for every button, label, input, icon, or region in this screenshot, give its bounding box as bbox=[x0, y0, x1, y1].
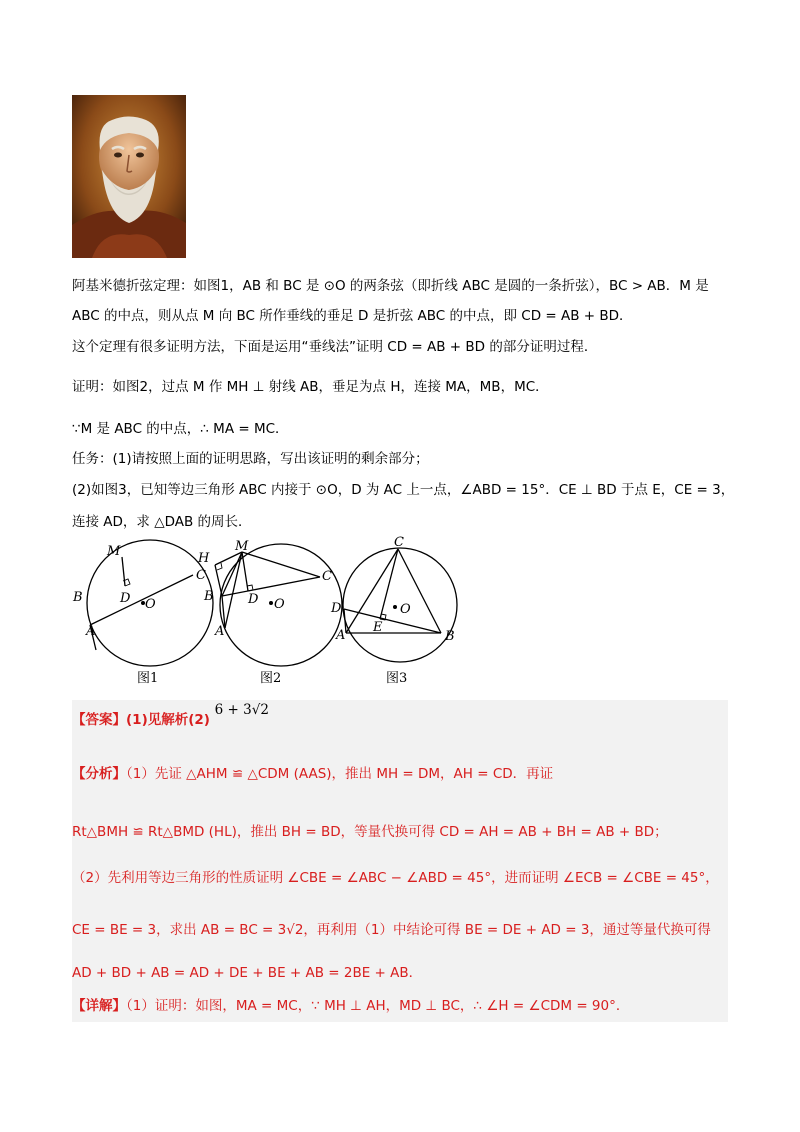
answer-line bbox=[72, 702, 269, 730]
fig2-label-o: O bbox=[274, 597, 285, 612]
fig3-label-o: O bbox=[400, 602, 411, 617]
fig3-label-a: A bbox=[336, 628, 346, 643]
fig2-md bbox=[242, 552, 248, 591]
detail-line-1 bbox=[72, 996, 629, 1016]
fig2-label-m: M bbox=[235, 539, 249, 554]
fig2-mb bbox=[222, 552, 242, 596]
fig1-label-c: C bbox=[196, 568, 206, 583]
theorem-line-1: 阿基米德折弦定理：如图1，AB 和 BC 是 ⊙O 的两条弦（即折线 ABC 是圆的一条折弦），BC > AB．M 是 bbox=[72, 278, 709, 294]
analysis-tag: 【分析】 bbox=[72, 766, 126, 782]
analysis-line-2: Rt△BMH ≌ Rt△BMD (HL)，推出 BH = BD，等量代换可得 CD = AH = AB + BH = AB + BD； bbox=[72, 824, 668, 840]
fig1-perpendicular-md bbox=[122, 557, 125, 586]
fig3-caption: 图3 bbox=[386, 671, 408, 686]
task-line-1: 任务：(1)请按照上面的证明思路，写出该证明的剩余部分； bbox=[72, 451, 429, 467]
analysis-line-1 bbox=[72, 764, 553, 784]
fig2-ma bbox=[225, 552, 242, 628]
fig2-label-b: B bbox=[204, 589, 214, 604]
fig1-label-b: B bbox=[73, 590, 83, 605]
analysis-line-5: AD + BD + AB = AD + DE + BE + AB = 2BE + AB． bbox=[72, 965, 423, 981]
theorem-line-2: ABC 的中点，则从点 M 向 BC 所作垂线的垂足 D 是折弦 ABC 的中点，即 CD = AB + BD． bbox=[72, 308, 633, 324]
analysis-line-3: （2）先利用等边三角形的性质证明 ∠CBE = ∠ABC − ∠ABD = 45°，进而证明 ∠ECB = ∠CBE = 45°， bbox=[72, 870, 719, 886]
theorem-line-3: 这个定理有很多证明方法，下面是运用“垂线法”证明 CD = AB + BD 的部分证明过程． bbox=[72, 339, 598, 355]
fig3-label-d: D bbox=[331, 601, 342, 616]
answer-text: (1)见解析(2) bbox=[126, 712, 210, 728]
geometry-figures bbox=[60, 535, 480, 695]
task-line-2: (2)如图3，已知等边三角形 ABC 内接于 ⊙O，D 为 AC 上一点，∠ABD = 15°．CE ⊥ BD 于点 E，CE = 3， bbox=[72, 482, 735, 498]
task-line-3: 连接 AD，求 △DAB 的周长． bbox=[72, 514, 252, 530]
proof-line-2: ∵M 是 ABC 的中点，∴ MA = MC． bbox=[72, 421, 289, 437]
fig1-label-a: A bbox=[86, 624, 96, 639]
fig3-bd bbox=[344, 609, 441, 633]
fig1-label-m: M bbox=[107, 544, 121, 559]
fig2-label-a: A bbox=[215, 624, 225, 639]
fig3-label-b: B bbox=[445, 629, 455, 644]
archimedes-portrait bbox=[72, 95, 186, 258]
fig2-label-d: D bbox=[248, 592, 259, 607]
fig1-caption: 图1 bbox=[137, 671, 159, 686]
fig3-label-e: E bbox=[373, 620, 383, 635]
analysis-text-1: （1）先证 △AHM ≌ △CDM (AAS)，推出 MH = DM，AH = CD．再证 bbox=[126, 766, 554, 782]
answer-tag: 【答案】 bbox=[72, 712, 126, 728]
fig2-label-c: C bbox=[322, 569, 332, 584]
analysis-line-4: CE = BE = 3，求出 AB = BC = 3√2，再利用（1）中结论可得 BE = DE + AD = 3，通过等量代换可得 bbox=[72, 922, 711, 938]
fig3-side-cb bbox=[398, 549, 441, 633]
detail-tag: 【详解】 bbox=[72, 998, 126, 1014]
fig2-caption: 图2 bbox=[260, 671, 282, 686]
fig1-label-d: D bbox=[120, 591, 131, 606]
fig1-label-o: O bbox=[145, 597, 156, 612]
fig2-label-h: H bbox=[198, 551, 210, 566]
fig2-mc bbox=[242, 552, 320, 577]
fig1-chord-bc bbox=[90, 575, 193, 625]
fig2-chord-bc bbox=[222, 577, 320, 596]
answer-value: 6 + 3√2 bbox=[214, 702, 269, 718]
proof-line-1: 证明：如图2，过点 M 作 MH ⊥ 射线 AB，垂足为点 H，连接 MA，MB，MC． bbox=[72, 379, 549, 395]
fig3-label-c: C bbox=[394, 535, 404, 550]
detail-text-1: （1）证明：如图，MA = MC，∵ MH ⊥ AH，MD ⊥ BC，∴ ∠H = ∠CDM = 90°． bbox=[126, 998, 630, 1014]
